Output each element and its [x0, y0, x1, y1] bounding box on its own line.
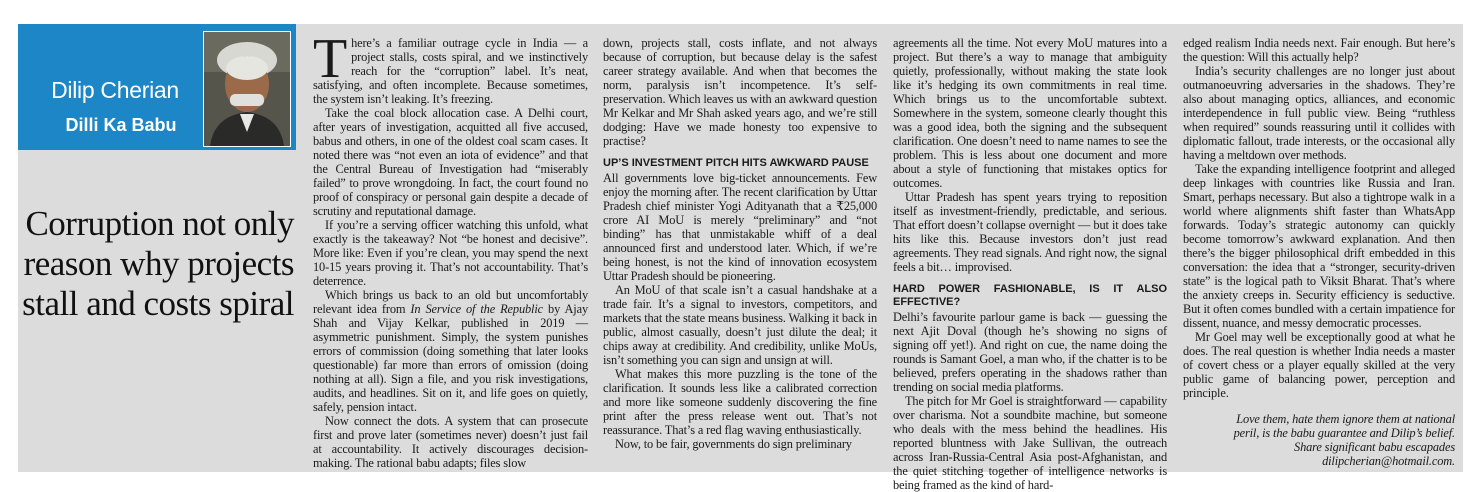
article-column-3	[893, 36, 1167, 492]
article-paragraph: Now connect the dots. A system that can prosecute first and prove later (sometimes never) doesn’t just fail at accountability. It actively discourages decision-making. The rational babu adapts; files slow	[313, 414, 588, 470]
signoff-line: Love them, hate them ignore them at national	[1236, 412, 1455, 426]
drop-cap: T	[313, 28, 348, 90]
subheading: UP’S INVESTMENT PITCH HITS AWKWARD PAUSE	[603, 157, 869, 169]
article-column-4	[1183, 36, 1455, 468]
article-paragraph: If you’re a serving officer watching this unfold, what exactly is the takeaway? Not “be honest and decisive”. More like: Even if you’re clean, you may spend the next 10-15 years proving it. That’s not accountability. That’s deterrence.	[313, 218, 588, 288]
article-paragraph: down, projects stall, costs inflate, and not always because of corruption, but because delay is the safest career strategy available. And when that becomes the norm, paralysis isn’t incompetence. It’s self-preservation. Which leaves us with an awkward question Mr Kelkar and Mr Shah asked years ago, and we’re still dodging: Have we made honesty too expensive to practise?	[603, 36, 877, 148]
article-paragraph: Take the expanding intelligence footprint and alleged deep linkages with countries like Russia and Iran. Smart, perhaps necessary. But also a tightrope walk in a world where alignments shift faster than WhatsApp forwards. Today’s strategic autonomy can quickly become tomorrow’s awkward explanation. And then there’s the bigger philosophical drift embedded in this conversation: the idea that a “stronger, security-driven state” is the logical path to Viksit Bharat. That’s where the anxiety creeps in. Security efficiency is seductive. But it often comes bundled with a certain impatience for dissent, nuance, and messy democratic processes.	[1183, 162, 1455, 330]
article-column-1	[313, 28, 588, 470]
book-title: In Service of the Republic	[410, 302, 543, 316]
article-paragraph: Mr Goel may well be exceptionally good at what he does. The real question is whether India needs a master of covert chess or a player equally skilled at the very public game of balancing power, perception and principle.	[1183, 330, 1455, 400]
article-paragraph: India’s security challenges are no longer just about outmanoeuvring adversaries in the shadows. They’re also about managing optics, alliances, and economic interdependence in full public view. Being “ruthless when required” sounds reassuring until it collides with diplomatic fallout, trade interests, or the occasional ally having a meltdown over methods.	[1183, 64, 1455, 162]
signoff-line: Share significant babu escapades	[1294, 440, 1455, 454]
article-paragraph: What makes this more puzzling is the tone of the clarification. It sounds less like a calibrated correction and more like someone suddenly discovering the fine print after the press release went out. That’s not reassurance. That’s a red flag waving enthusiastically.	[603, 367, 877, 437]
article-paragraph: There’s a familiar outrage cycle in India — a project stalls, costs spiral, and we instinctively reach for the “corruption” label. It’s neat, satisfying, and often incomplete. Because sometimes, the system isn’t leaking. It’s freezing.	[313, 28, 588, 106]
article-paragraph: Which brings us back to an old but uncomfortably relevant idea from In Service of the Republic by Ajay Shah and Vijay Kelkar, published in 2019 — asymmetric punishment. Simply, the system punishes errors of commission (doing something that later looks questionable) far more than errors of omission (doing nothing at all). Sign a file, and you risk investigations, audits, and headlines. Sit on it, and life goes on quietly, safely, pension intact.	[313, 288, 588, 414]
article-column-2	[603, 36, 877, 451]
article-paragraph: Uttar Pradesh has spent years trying to reposition itself as investment-friendly, predictable, and serious. That effort doesn’t collapse overnight — but it does take hits like this. Because investors don’t just read agreements. They read signals. And right now, the signal feels a bit… improvised.	[893, 190, 1167, 274]
author-portrait-image	[204, 32, 290, 146]
subheading: HARD POWER FASHIONABLE, IS IT ALSO EFFECTIVE?	[893, 283, 1167, 308]
article-paragraph: edged realism India needs next. Fair enough. But here’s the question: Will this actually help?	[1183, 36, 1455, 64]
article-paragraph: An MoU of that scale isn’t a casual handshake at a trade fair. It’s a signal to investors, competitors, and markets that the state means business. Walking it back in public, almost casually, doesn’t just dilute the deal; it chips away at credibility. And credibility, unlike MoUs, isn’t something you can sign and unsign at will.	[603, 283, 877, 367]
signoff-line: peril, is the babu guarantee and Dilip’s belief.	[1233, 426, 1455, 440]
article-paragraph: agreements all the time. Not every MoU matures into a project. But there’s a way to manage that ambiguity quietly, professionally, without making the state look like it’s hedging its own commitments in real time. Which brings us to the uncomfortable subtext. Somewhere in the system, someone clearly thought this was a good idea, both the signing and the subsequent clarification. One doesn’t need to name names to see the problem. This is less about one document and more about a style of functioning that mistakes optics for outcomes.	[893, 36, 1167, 190]
article-paragraph: The pitch for Mr Goel is straightforward — capability over charisma. Not a soundbite machine, but someone who deals with the mess behind the headlines. His reported bluntness with Jake Sullivan, the outreach across Iran-Russia-Central Asia post-Afghanistan, and the quiet stitching together of intelligence networks is being framed as the kind of hard-	[893, 394, 1167, 492]
author-email: dilipcherian@hotmail.com.	[1322, 454, 1455, 468]
author-signoff	[1183, 412, 1455, 468]
article-paragraph: Take the coal block allocation case. A Delhi court, after years of investigation, acquitted all five accused, babus and others, in one of the oldest coal scam cases. It noted there was “not even an iota of evidence” and that the Central Bureau of Investigation had “miserably failed” to prove wrongdoing. In fact, the court found no proof of conspiracy or personal gain despite a decade of scrutiny and reputational damage.	[313, 106, 588, 218]
article-paragraph: All governments love big-ticket announcements. Few enjoy the morning after. The recent clarification by Uttar Pradesh chief minister Yogi Adityanath that a ₹25,000 crore AI MoU is merely “preliminary” and “not binding” has that unmistakable whiff of a deal announced first and understood later. Which, if we’re being honest, is not the kind of innovation ecosystem Uttar Pradesh should be pioneering.	[603, 171, 877, 283]
column-name: Dilli Ka Babu	[65, 115, 177, 135]
author-name: Dilip Cherian	[51, 77, 179, 103]
headline: Corruption not only reason why projects stall and costs spiral	[22, 204, 294, 323]
article-paragraph: Now, to be fair, governments do sign preliminary	[615, 437, 852, 451]
article-paragraph: Delhi’s favourite parlour game is back — guessing the next Ajit Doval (though he’s showing no signs of signing off yet!). And right on cue, the name doing the rounds is Samant Goel, a man who, if the chatter is to be believed, prefers operating in the shadows rather than trending on social media platforms.	[893, 310, 1167, 394]
author-photo	[203, 31, 291, 147]
